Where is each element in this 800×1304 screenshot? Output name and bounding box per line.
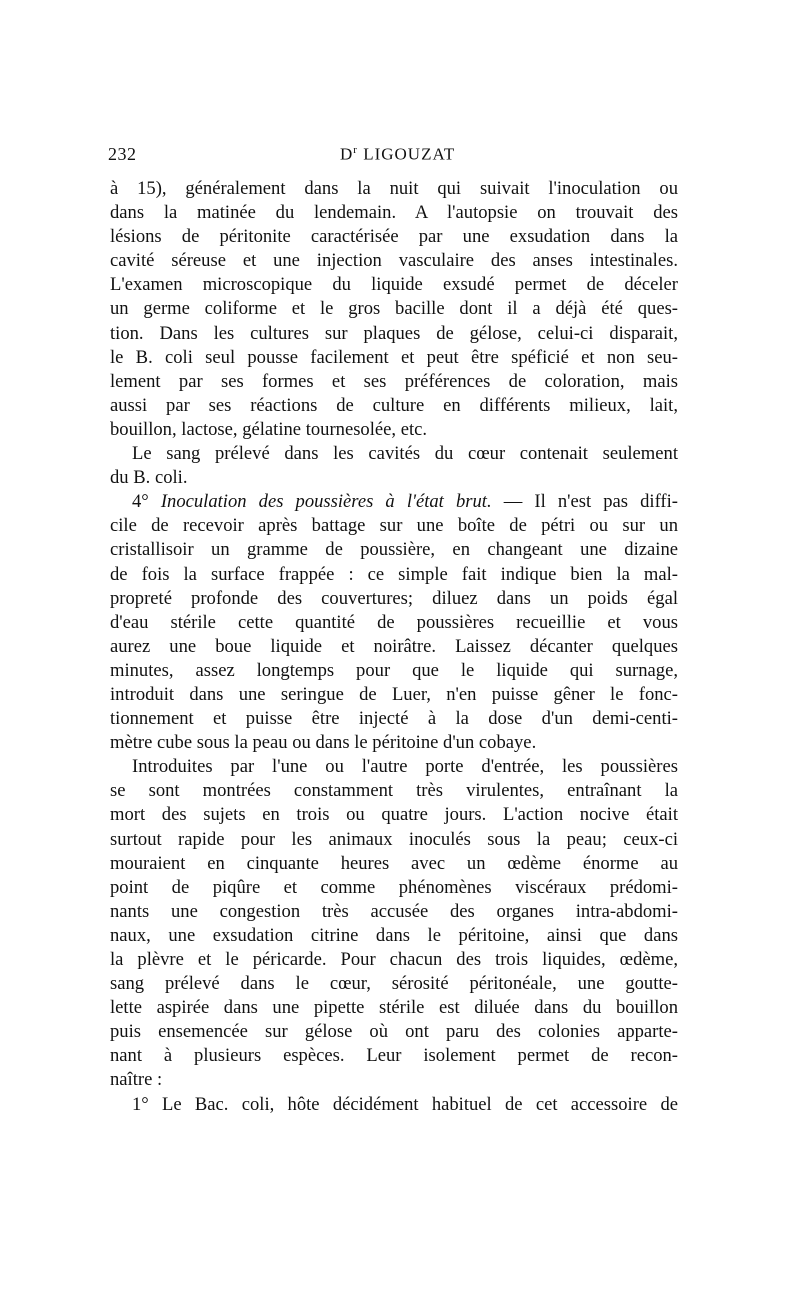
section-title: Inoculation des poussières à l'état brut. [160, 491, 492, 513]
text-line: surtout rapide pour les animaux inoculés sous la peau; ceux-ci [110, 828, 678, 850]
text-line: naître : [110, 1069, 163, 1091]
text-line: d'eau stérile cette quantité de poussières recueillie et vous [110, 611, 678, 633]
running-head-name: LIGOUZAT [357, 144, 456, 164]
text-line: 1° Le Bac. coli, hôte décidément habituel de cet accessoire de [132, 1093, 678, 1115]
text-line: propreté profonde des couvertures; diluez dans un poids égal [110, 587, 678, 609]
text-line: aurez une boue liquide et noirâtre. Laissez décanter quelques [110, 635, 678, 657]
text-line: un germe coliforme et le gros bacille dont il a déjà été ques- [110, 298, 678, 320]
text-line: mouraient en cinquante heures avec un œdème énorme au [110, 852, 678, 874]
text-line: L'examen microscopique du liquide exsudé permet de déceler [110, 274, 678, 296]
running-head-prefix: D [340, 144, 354, 164]
text-line: la plèvre et le péricarde. Pour chacun des trois liquides, œdème, [110, 949, 678, 970]
text-line: Le sang prélevé dans les cavités du cœur contenait seulement [132, 443, 678, 465]
text-line: tionnement et puisse être injecté à la dose d'un demi-centi- [110, 708, 678, 730]
running-head [340, 144, 455, 165]
text-line: cristallisoir un gramme de poussière, en changeant une dizaine [110, 539, 678, 561]
text-line: cile de recevoir après battage sur une boîte de pétri ou sur un [110, 515, 678, 537]
text-line: introduit dans une seringue de Luer, n'en puisse gêner le fonc- [110, 683, 678, 705]
text-line: à 15), généralement dans la nuit qui suivait l'inoculation ou [110, 178, 678, 199]
text-line: minutes, assez longtemps pour que le liquide qui surnage, [110, 659, 678, 681]
text-line: lette aspirée dans une pipette stérile est diluée dans du bouillon [110, 997, 678, 1019]
text-line: point de piqûre et comme phénomènes viscéraux prédomi- [110, 876, 678, 898]
text-line: de fois la surface frappée : ce simple fait indique bien la mal- [110, 563, 678, 585]
text-line: puis ensemencée sur gélose où ont paru des colonies apparte- [110, 1021, 678, 1043]
text-line: nants une congestion très accusée des organes intra-abdomi- [110, 900, 678, 922]
page-header [108, 144, 680, 170]
text-line: cavité séreuse et une injection vasculaire des anses intestinales. [110, 250, 678, 272]
text-line: naux, une exsudation citrine dans le péritoine, ainsi que dans [110, 924, 678, 946]
text-line: sang prélevé dans le cœur, sérosité péritonéale, une goutte- [110, 973, 678, 995]
text-line: bouillon, lactose, gélatine tournesolée, etc. [110, 418, 428, 440]
page-number: 232 [108, 144, 137, 164]
text-line: du B. coli. [110, 467, 188, 489]
text-line: mètre cube sous la peau ou dans le péritoine d'un cobaye. [110, 732, 537, 754]
text-line: lésions de péritonite caractérisée par une exsudation dans la [110, 226, 678, 248]
text-line: lement par ses formes et ses préférences de coloration, mais [110, 370, 678, 392]
text-line: se sont montrées constamment très virulentes, entraînant la [110, 780, 678, 802]
text-line: le B. coli seul pousse facilement et peut être spéficié et non seu- [110, 346, 678, 368]
text-line: dans la matinée du lendemain. A l'autopsie on trouvait des [110, 202, 678, 224]
text-line: tion. Dans les cultures sur plaques de gélose, celui-ci disparait, [110, 322, 678, 344]
section-number: 4° [132, 491, 161, 513]
running-head-sup: r [353, 144, 358, 156]
section-line-rest: — Il n'est pas diffi- [491, 491, 678, 513]
text-line: Introduites par l'une ou l'autre porte d'entrée, les poussières [132, 756, 678, 778]
text-line: aussi par ses réactions de culture en différents milieux, lait, [110, 394, 678, 416]
body-text [110, 177, 678, 1117]
text-line: mort des sujets en trois ou quatre jours. L'action nocive était [110, 804, 678, 826]
text-line: nant à plusieurs espèces. Leur isolement permet de recon- [110, 1045, 678, 1067]
section-heading-line [110, 490, 678, 514]
